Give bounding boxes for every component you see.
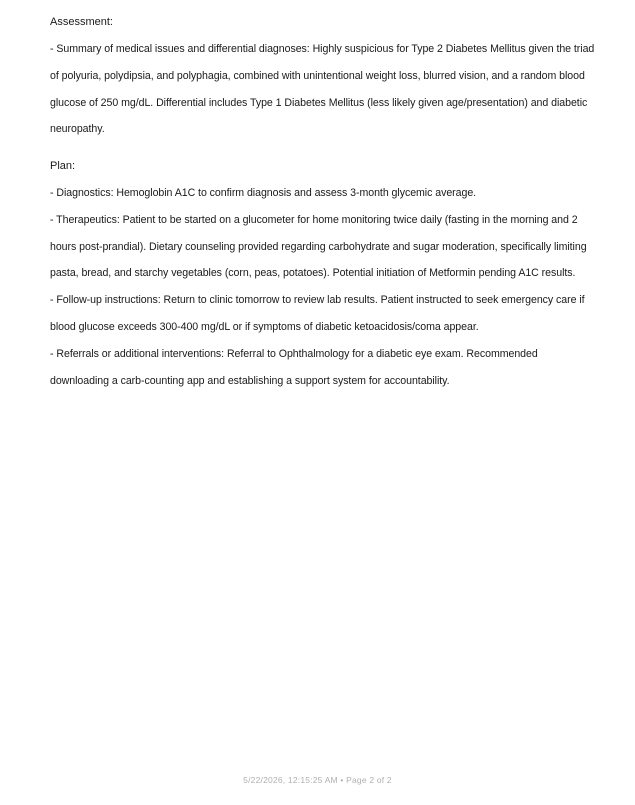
plan-section — [50, 153, 595, 394]
assessment-section — [50, 9, 595, 143]
assessment-summary-paragraph: - Summary of medical issues and differential diagnoses: Highly suspicious for Type 2 Diabetes Mellitus given the triad of polyuria, polydipsia, and polyphagia, combined with unintentional weight loss, blurred vision, and a random blood glucose of 250 mg/dL. Differential includes Type 1 Diabetes Mellitus (less likely given age/presentation) and diabetic neuropathy. — [50, 43, 595, 136]
plan-therapeutics-paragraph: - Therapeutics: Patient to be started on a glucometer for home monitoring twice daily (fasting in the morning and 2 hours post-prandial). Dietary counseling provided regarding carbohydrate and sugar moderation, specifically limiting pasta, bread, and starchy vegetables (corn, peas, potatoes). Potential initiation of Metformin pending A1C results. — [50, 213, 587, 280]
plan-referrals-paragraph: - Referrals or additional interventions: Referral to Ophthalmology for a diabetic eye exam. Recommended downloading a carb-counting app and establishing a support system for accountability. — [50, 347, 538, 387]
page-footer: 5/22/2026, 12:15:25 AM • Page 2 of 2 — [243, 775, 392, 785]
plan-diagnostics-paragraph: - Diagnostics: Hemoglobin A1C to confirm diagnosis and assess 3-month glycemic average. — [50, 187, 477, 199]
assessment-heading: Assessment: — [50, 16, 113, 28]
plan-follow-up-paragraph: - Follow-up instructions: Return to clinic tomorrow to review lab results. Patient instructed to seek emergency care if blood glucose exceeds 300-400 mg/dL or if symptoms of diabetic ketoacidosis/coma appear. — [50, 294, 585, 333]
plan-heading: Plan: — [50, 160, 76, 172]
